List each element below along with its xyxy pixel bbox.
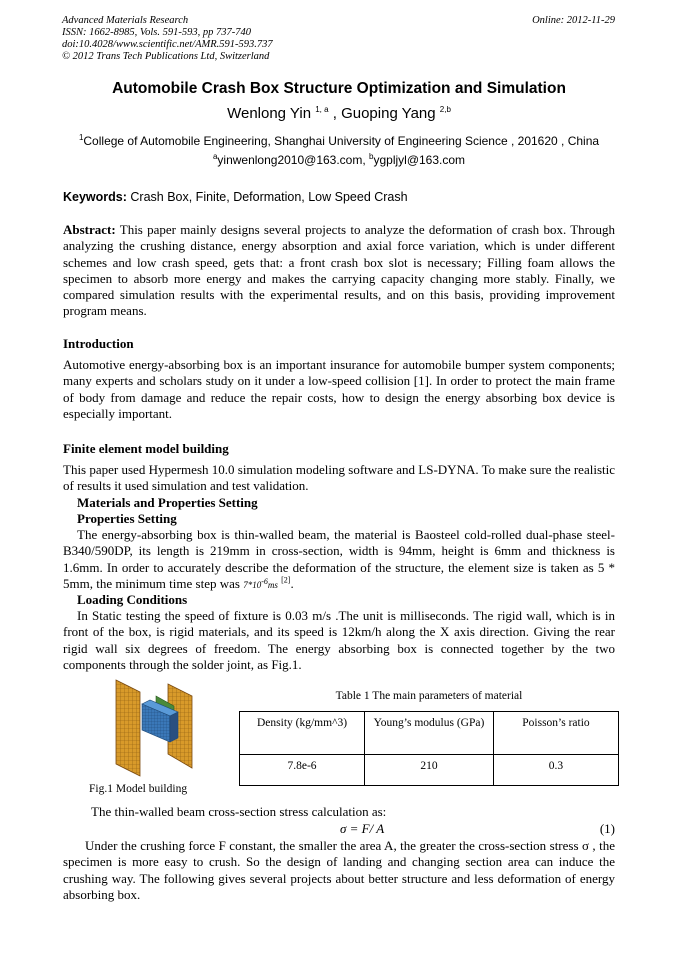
issn: ISSN: 1662-8985, Vols. 591-593, pp 737-740 <box>62 27 251 38</box>
author-separator: , <box>328 105 342 122</box>
author-1: Wenlong Yin <box>227 105 312 122</box>
header-poissons-ratio: Poisson’s ratio <box>493 712 618 755</box>
stress-text: Under the crushing force F constant, the smaller the area A, the greater the cross-section stress σ , the specimen is more easy to crush. So the design of landing and changing section area can induce the crushing way. The following gives several projects about better structure and less deformation of energy absorbing box. <box>63 838 615 902</box>
timestep <box>243 576 278 590</box>
email-b: ygpljyl@163.com <box>373 153 466 167</box>
intro-text: Automotive energy-absorbing box is an important insurance for automobile bumper system components; many experts and scholars study on it under a low-speed collision [1]. In order to protect the main frame of body from damage and reduce the repair costs, how to design the energy absorbing box device is especially important. <box>63 357 615 421</box>
loading-body-c: along the X axis direction. Giving the rear rigid wall six degrees of freedom. The energy absorbing box is connected together by the two components through the solder joint, as Fig.1. <box>63 624 615 672</box>
copyright: © 2012 Trans Tech Publications Ltd, Switzerland <box>62 51 270 62</box>
timestep-end: . <box>290 575 294 591</box>
loading-body-b: .The unit is milliseconds. The rigid wall, which is in front of the box, is rigid materials, and its speed is <box>63 608 615 640</box>
email-b-sup: b <box>369 152 374 161</box>
online-date: Online: 2012-11-29 <box>532 15 615 26</box>
cell-youngs-modulus: 210 <box>365 755 494 786</box>
author-1-sup: 1, a <box>315 105 329 114</box>
figure-caption: Fig.1 Model building <box>89 783 188 795</box>
stress-lead: The thin-walled beam cross-section stress calculation as: <box>91 804 387 819</box>
speed-unit-2: 12km/h <box>341 624 382 640</box>
loading-subheading: Loading Conditions <box>77 592 188 607</box>
emails <box>0 153 678 167</box>
front-rigid-wall <box>116 680 140 776</box>
loading-body-a: In Static testing the speed of fixture is 0.03 <box>77 608 313 623</box>
affiliation <box>0 134 678 148</box>
properties-subheading: Properties Setting <box>77 511 177 526</box>
journal-header <box>62 15 273 63</box>
speed-unit-1: m/s <box>312 608 332 623</box>
paper-title: Automobile Crash Box Structure Optimization and Simulation <box>112 80 566 97</box>
loading-text <box>63 608 615 673</box>
keywords <box>63 190 408 204</box>
fem-text: This paper used Hypermesh 10.0 simulation modeling software and LS-DYNA. To make sure the realistic of results it used simulation and test validation. <box>63 462 615 494</box>
abstract-label: Abstract: <box>63 222 116 237</box>
timestep-ref: [2] <box>281 575 291 585</box>
cell-density: 7.8e-6 <box>240 755 365 786</box>
email-a-sup: a <box>212 152 218 161</box>
table-caption: Table 1 The main parameters of material <box>335 690 523 702</box>
keywords-label: Keywords: <box>63 190 127 204</box>
fem-heading: Finite element model building <box>63 441 229 456</box>
header-youngs-modulus: Young’s modulus (GPa) <box>365 712 494 755</box>
equation-number: (1) <box>599 821 615 836</box>
author-2: Guoping Yang <box>341 105 436 122</box>
abstract <box>63 222 615 320</box>
material-table <box>239 711 619 786</box>
model-building-figure <box>112 676 210 778</box>
email-a: yinwenlong2010@163.com, <box>217 153 370 167</box>
cell-poissons-ratio: 0.3 <box>493 755 618 786</box>
materials-subheading: Materials and Properties Setting <box>77 495 258 510</box>
author-line <box>0 105 678 122</box>
stress-equation: σ = F/ A <box>340 821 385 836</box>
timestep-unit: ms <box>267 579 278 590</box>
table-header-row <box>240 712 619 755</box>
affiliation-sup: 1 <box>78 133 84 142</box>
timestep-value: 7*10 <box>243 579 262 590</box>
abstract-text: This paper mainly designs several projects to analyze the deformation of crash box. Through analyzing the crushing distance, energy absorption and axial force variation, which is under different schemes and low crash speed, gets that: a front crash box slot is necessary; Filling foam allows the specimen to absorb more energy and makes the carrying capacity changing more stably. Finally, we compared simulation results with the experimental results, and on this basis, providing improvement program means. <box>63 222 615 319</box>
properties-body: The energy-absorbing box is thin-walled beam, the material is Baosteel cold-rolled dual-phase steel-B340/590DP, its length is 219mm in cross-section, width is 94mm, height is 6mm and thickness is 1.6mm. In order to accurately describe the deformation of the structure, the element size is taken as 5 * 5mm, the minimum time step was <box>63 527 615 591</box>
intro-heading: Introduction <box>63 336 134 351</box>
header-density: Density (kg/mm^3) <box>240 712 365 755</box>
author-2-sup: 2,b <box>439 105 451 114</box>
journal-name: Advanced Materials Research <box>62 15 189 26</box>
crash-box-end <box>170 712 178 742</box>
keywords-text: Crash Box, Finite, Deformation, Low Speed Crash <box>126 190 408 204</box>
properties-text <box>63 527 615 593</box>
affiliation-text: College of Automobile Engineering, Shanghai University of Engineering Science , 201620 , China <box>83 134 600 148</box>
doi: doi:10.4028/www.scientific.net/AMR.591-593.737 <box>62 39 273 50</box>
timestep-exp: -6 <box>261 576 268 586</box>
table-row <box>240 755 619 786</box>
